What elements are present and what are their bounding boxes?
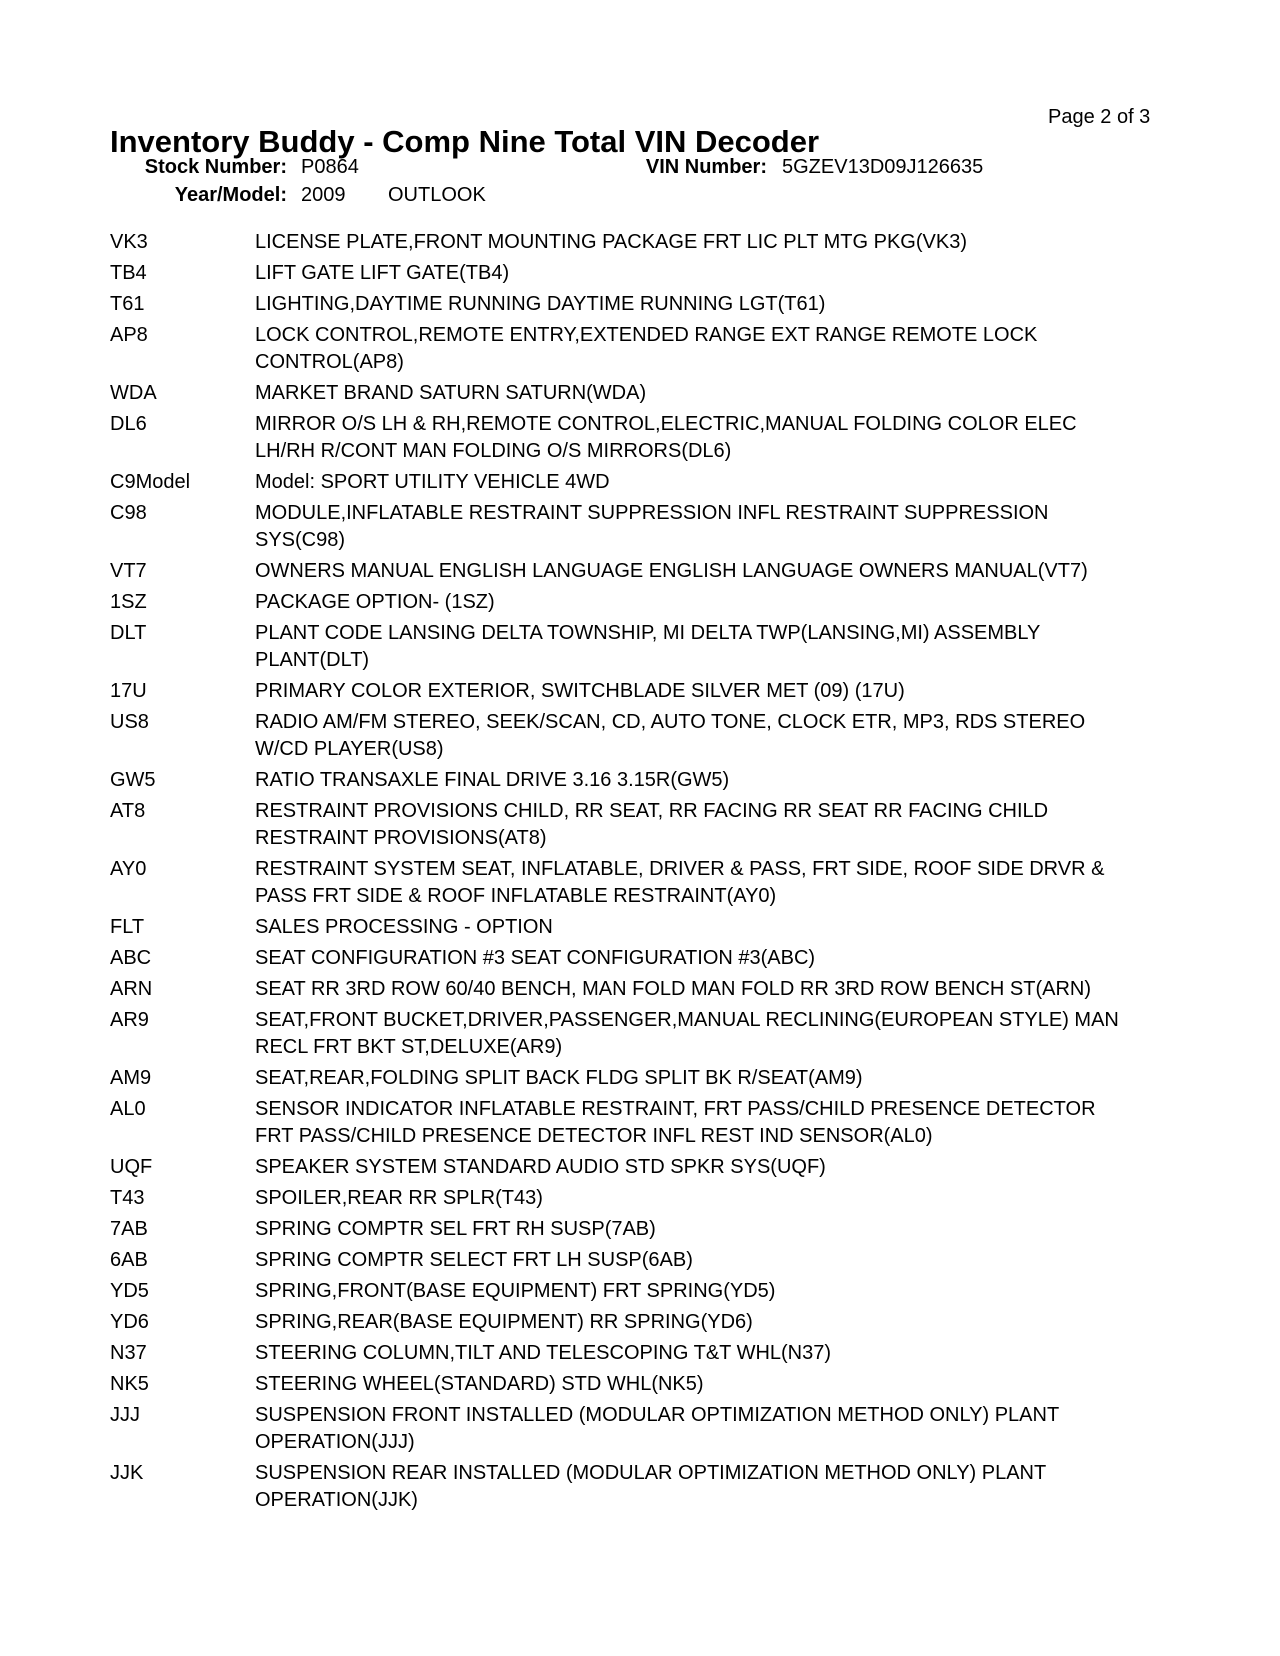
option-row — [110, 914, 1140, 941]
option-code: TB4 — [110, 262, 147, 284]
option-description: SPRING COMPTR SELECT FRT LH SUSP(6AB) — [255, 1249, 693, 1271]
option-row — [110, 1154, 1140, 1181]
option-row — [110, 798, 1140, 852]
option-code: NK5 — [110, 1373, 149, 1395]
option-row — [110, 1247, 1140, 1274]
option-code: AL0 — [110, 1098, 146, 1120]
option-row — [110, 709, 1140, 763]
option-description: LIFT GATE LIFT GATE(TB4) — [255, 262, 510, 284]
option-code: AM9 — [110, 1067, 152, 1089]
option-row — [110, 945, 1140, 972]
stock-number-value: P0864 — [301, 156, 359, 178]
page-title: Inventory Buddy - Comp Nine Total VIN Decoder — [110, 123, 820, 159]
option-code: AP8 — [110, 324, 148, 346]
option-row — [110, 500, 1140, 554]
option-description: PRIMARY COLOR EXTERIOR, SWITCHBLADE SILVER MET (09) (17U) — [255, 680, 905, 702]
option-description: SPEAKER SYSTEM STANDARD AUDIO STD SPKR SYS(UQF) — [255, 1156, 826, 1178]
option-description: PACKAGE OPTION- (1SZ) — [255, 591, 495, 613]
option-description: STEERING WHEEL(STANDARD) STD WHL(NK5) — [255, 1373, 704, 1395]
option-description: RATIO TRANSAXLE FINAL DRIVE 3.16 3.15R(GW5) — [255, 769, 730, 791]
model-value: OUTLOOK — [388, 184, 486, 206]
option-description: RADIO AM/FM STEREO, SEEK/SCAN, CD, AUTO TONE, CLOCK ETR, MP3, RDS STEREO W/CD PLAYER(US8) — [255, 711, 1086, 760]
option-row — [110, 1185, 1140, 1212]
option-description: SEAT RR 3RD ROW 60/40 BENCH, MAN FOLD MAN FOLD RR 3RD ROW BENCH ST(ARN) — [255, 978, 1092, 1000]
option-row — [110, 620, 1140, 674]
option-code: JJJ — [110, 1404, 140, 1426]
option-row — [110, 411, 1140, 465]
option-row — [110, 469, 1140, 496]
option-row — [110, 1216, 1140, 1243]
vin-number-label: VIN Number: — [645, 156, 767, 178]
option-row — [110, 291, 1140, 318]
options-list — [110, 229, 1140, 1518]
option-description: SUSPENSION FRONT INSTALLED (MODULAR OPTIMIZATION METHOD ONLY) PLANT OPERATION(JJJ) — [255, 1404, 1059, 1453]
option-description: SEAT CONFIGURATION #3 SEAT CONFIGURATION #3(ABC) — [255, 947, 816, 969]
option-row — [110, 767, 1140, 794]
option-code: T43 — [110, 1187, 145, 1209]
option-code: UQF — [110, 1156, 153, 1178]
option-row — [110, 1309, 1140, 1336]
option-row — [110, 322, 1140, 376]
option-description: MODULE,INFLATABLE RESTRAINT SUPPRESSION INFL RESTRAINT SUPPRESSION SYS(C98) — [255, 502, 1049, 551]
option-code: GW5 — [110, 769, 156, 791]
option-description: STEERING COLUMN,TILT AND TELESCOPING T&T WHL(N37) — [255, 1342, 832, 1364]
year-model-label: Year/Model: — [174, 184, 287, 206]
option-code: N37 — [110, 1342, 147, 1364]
option-description: SEAT,REAR,FOLDING SPLIT BACK FLDG SPLIT BK R/SEAT(AM9) — [255, 1067, 863, 1089]
option-row — [110, 380, 1140, 407]
option-row — [110, 1065, 1140, 1092]
option-description: RESTRAINT PROVISIONS CHILD, RR SEAT, RR FACING RR SEAT RR FACING CHILD RESTRAINT PROVISIONS(AT8) — [255, 800, 1049, 849]
page-number-label: Page 2 of 3 — [1048, 106, 1151, 128]
option-description: SPOILER,REAR RR SPLR(T43) — [255, 1187, 543, 1209]
option-code: C9Model — [110, 471, 191, 493]
option-row — [110, 589, 1140, 616]
option-description: SENSOR INDICATOR INFLATABLE RESTRAINT, FRT PASS/CHILD PRESENCE DETECTOR FRT PASS/CHILD PRESENCE DETECTOR INFL REST IND SENSOR(AL0) — [255, 1098, 1096, 1147]
option-description: LIGHTING,DAYTIME RUNNING DAYTIME RUNNING LGT(T61) — [255, 293, 826, 315]
option-row — [110, 856, 1140, 910]
option-code: JJK — [110, 1462, 144, 1484]
option-code: WDA — [110, 382, 157, 404]
option-code: ABC — [110, 947, 152, 969]
option-description: PLANT CODE LANSING DELTA TOWNSHIP, MI DELTA TWP(LANSING,MI) ASSEMBLY PLANT(DLT) — [255, 622, 1041, 671]
option-row — [110, 229, 1140, 256]
option-code: AT8 — [110, 800, 146, 822]
option-row — [110, 1371, 1140, 1398]
option-row — [110, 260, 1140, 287]
option-code: DL6 — [110, 413, 147, 435]
option-row — [110, 1096, 1140, 1150]
option-code: AY0 — [110, 858, 147, 880]
option-code: AR9 — [110, 1009, 149, 1031]
option-description: SALES PROCESSING - OPTION — [255, 916, 553, 938]
option-code: C98 — [110, 502, 147, 524]
option-description: LICENSE PLATE,FRONT MOUNTING PACKAGE FRT LIC PLT MTG PKG(VK3) — [255, 231, 967, 253]
option-description: SUSPENSION REAR INSTALLED (MODULAR OPTIMIZATION METHOD ONLY) PLANT OPERATION(JJK) — [255, 1462, 1046, 1511]
option-code: 7AB — [110, 1218, 148, 1240]
option-description: SPRING,REAR(BASE EQUIPMENT) RR SPRING(YD6) — [255, 1311, 753, 1333]
option-row — [110, 1460, 1140, 1514]
option-description: SEAT,FRONT BUCKET,DRIVER,PASSENGER,MANUAL RECLINING(EUROPEAN STYLE) MAN RECL FRT BKT ST,DELUXE(AR9) — [255, 1009, 1119, 1058]
stock-number-label: Stock Number: — [144, 156, 287, 178]
option-row — [110, 1278, 1140, 1305]
option-description: MARKET BRAND SATURN SATURN(WDA) — [255, 382, 647, 404]
option-code: 1SZ — [110, 591, 147, 613]
option-code: 17U — [110, 680, 147, 702]
option-code: VK3 — [110, 231, 148, 253]
option-row — [110, 678, 1140, 705]
option-code: US8 — [110, 711, 149, 733]
option-row — [110, 976, 1140, 1003]
option-code: VT7 — [110, 560, 147, 582]
option-code: YD6 — [110, 1311, 149, 1333]
option-description: SPRING,FRONT(BASE EQUIPMENT) FRT SPRING(YD5) — [255, 1280, 776, 1302]
option-description: LOCK CONTROL,REMOTE ENTRY,EXTENDED RANGE EXT RANGE REMOTE LOCK CONTROL(AP8) — [255, 324, 1038, 373]
option-code: 6AB — [110, 1249, 148, 1271]
vin-number-value: 5GZEV13D09J126635 — [782, 156, 984, 178]
option-code: FLT — [110, 916, 145, 938]
option-row — [110, 1402, 1140, 1456]
year-value: 2009 — [301, 184, 346, 206]
option-description: SPRING COMPTR SEL FRT RH SUSP(7AB) — [255, 1218, 656, 1240]
option-code: YD5 — [110, 1280, 149, 1302]
option-description: RESTRAINT SYSTEM SEAT, INFLATABLE, DRIVER & PASS, FRT SIDE, ROOF SIDE DRVR & PASS FRT SIDE & ROOF INFLATABLE RESTRAINT(AY0) — [255, 858, 1105, 907]
option-row — [110, 1007, 1140, 1061]
option-row — [110, 1340, 1140, 1367]
option-code: T61 — [110, 293, 145, 315]
option-description: Model: SPORT UTILITY VEHICLE 4WD — [255, 471, 610, 493]
option-description: MIRROR O/S LH & RH,REMOTE CONTROL,ELECTRIC,MANUAL FOLDING COLOR ELEC LH/RH R/CONT MAN FOLDING O/S MIRRORS(DL6) — [255, 413, 1077, 462]
option-code: ARN — [110, 978, 153, 1000]
option-description: OWNERS MANUAL ENGLISH LANGUAGE ENGLISH LANGUAGE OWNERS MANUAL(VT7) — [255, 560, 1088, 582]
option-row — [110, 558, 1140, 585]
option-code: DLT — [110, 622, 147, 644]
